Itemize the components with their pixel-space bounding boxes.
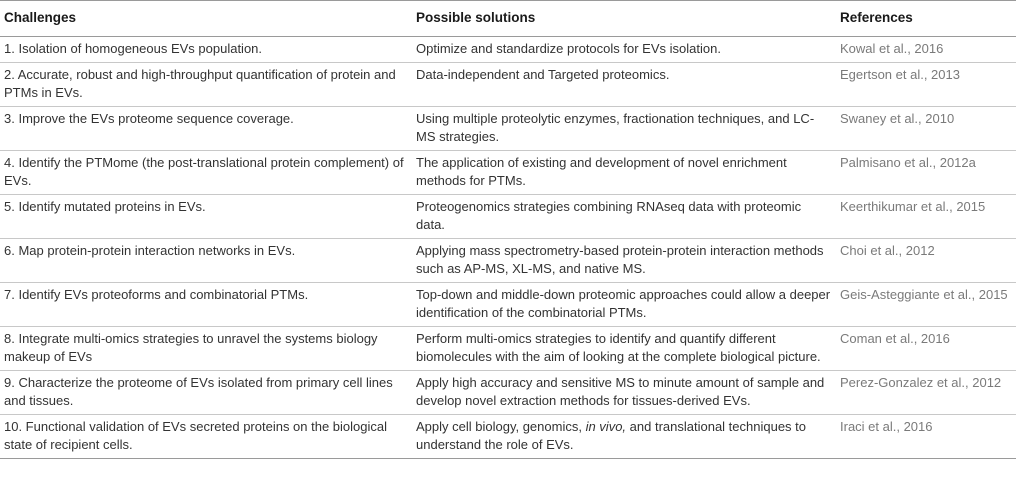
reference-cell: Egertson et al., 2013 [836, 63, 1016, 107]
solution-cell: Top-down and middle-down proteomic approaches could allow a deeper identification of the combinatorial PTMs. [412, 283, 836, 327]
table-row [0, 327, 1016, 371]
solution-cell: Perform multi-omics strategies to identify and quantify different biomolecules with the aim of looking at the complete biological picture. [412, 327, 836, 371]
reference-cell: Iraci et al., 2016 [836, 415, 1016, 459]
table-row [0, 107, 1016, 151]
header-solutions: Possible solutions [412, 1, 836, 37]
table-row [0, 151, 1016, 195]
challenge-cell: 10. Functional validation of EVs secreted proteins on the biological state of recipient cells. [0, 415, 412, 459]
header-references: References [836, 1, 1016, 37]
solution-cell [412, 415, 836, 459]
solution-cell: Data-independent and Targeted proteomics. [412, 63, 836, 107]
reference-cell: Palmisano et al., 2012a [836, 151, 1016, 195]
solution-text-before: Apply cell biology, genomics, [416, 419, 586, 434]
table-row [0, 283, 1016, 327]
challenge-cell: 3. Improve the EVs proteome sequence coverage. [0, 107, 412, 151]
reference-cell: Keerthikumar et al., 2015 [836, 195, 1016, 239]
solution-cell: Apply high accuracy and sensitive MS to minute amount of sample and develop novel extraction methods for tissues-derived EVs. [412, 371, 836, 415]
reference-cell: Geis-Asteggiante et al., 2015 [836, 283, 1016, 327]
solution-text-after: and translational techniques to understand the role of EVs. [416, 419, 807, 452]
table-row [0, 195, 1016, 239]
reference-cell: Coman et al., 2016 [836, 327, 1016, 371]
table-row [0, 63, 1016, 107]
reference-cell: Perez-Gonzalez et al., 2012 [836, 371, 1016, 415]
solution-cell: Applying mass spectrometry-based protein-protein interaction methods such as AP-MS, XL-MS, and native MS. [412, 239, 836, 283]
reference-cell: Swaney et al., 2010 [836, 107, 1016, 151]
reference-cell: Kowal et al., 2016 [836, 37, 1016, 63]
header-challenges: Challenges [0, 1, 412, 37]
table-row [0, 371, 1016, 415]
challenge-cell: 5. Identify mutated proteins in EVs. [0, 195, 412, 239]
table-row [0, 37, 1016, 63]
solution-text-italic: in vivo, [585, 419, 627, 434]
table-row [0, 239, 1016, 283]
solution-cell: Using multiple proteolytic enzymes, fractionation techniques, and LC-MS strategies. [412, 107, 836, 151]
challenge-cell: 2. Accurate, robust and high-throughput quantification of protein and PTMs in EVs. [0, 63, 412, 107]
challenge-cell: 9. Characterize the proteome of EVs isolated from primary cell lines and tissues. [0, 371, 412, 415]
solution-cell: Optimize and standardize protocols for EVs isolation. [412, 37, 836, 63]
solution-cell: Proteogenomics strategies combining RNAseq data with proteomic data. [412, 195, 836, 239]
table-row [0, 415, 1016, 459]
challenge-cell: 7. Identify EVs proteoforms and combinatorial PTMs. [0, 283, 412, 327]
challenge-cell: 8. Integrate multi-omics strategies to unravel the systems biology makeup of EVs [0, 327, 412, 371]
header-row [0, 1, 1016, 37]
solution-cell: The application of existing and development of novel enrichment methods for PTMs. [412, 151, 836, 195]
reference-cell: Choi et al., 2012 [836, 239, 1016, 283]
challenge-cell: 4. Identify the PTMome (the post-translational protein complement) of EVs. [0, 151, 412, 195]
challenge-cell: 6. Map protein-protein interaction networks in EVs. [0, 239, 412, 283]
challenge-cell: 1. Isolation of homogeneous EVs population. [0, 37, 412, 63]
